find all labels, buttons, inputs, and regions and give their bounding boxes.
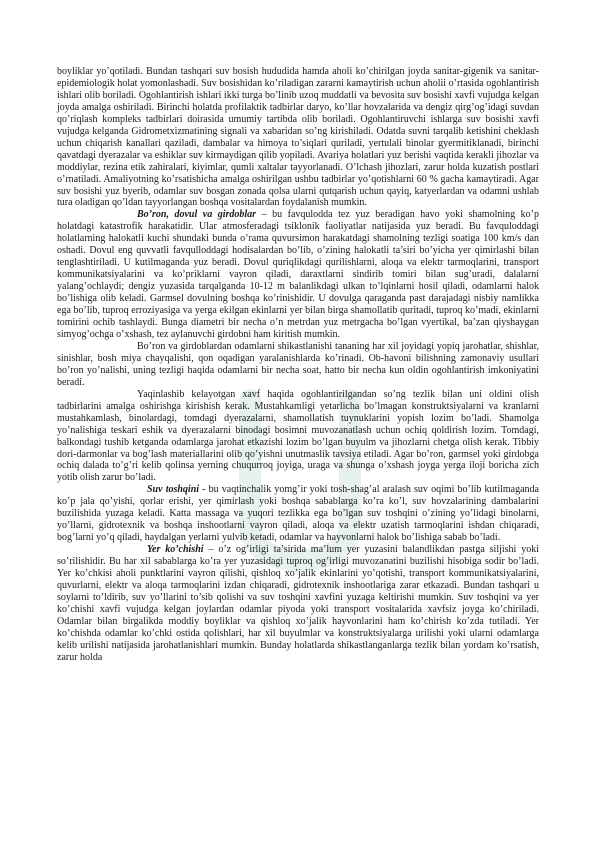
paragraph-landslide-text: – o’z og’irligi ta’sirida ma’lum yer yuzasini balandlikdan pastga siljishi yoki so’rilishidir. Bu har xil sabablarga ko’ra yer yuzasidagi tuproq og’irligi muvozanatini buzilishi hisobiga sodir bo’ladi. Yer ko’chkisi aholi punktlarini vayron qilishi, qishloq xo’jalik ekinlarini yo’qotishi, transport kommunikatsiyalarini, quvurlarni, elektr va aloqa tarmoqlarini izdan chiqaradi, gidrotexnik inshootlariga zarar etkazadi. Bundan tashqari u soylarni to’ldirib, suv yo’llarini to’sib qolishi va suv toshqini xavfini yuzaga keltirishi mumkin. Suv toshqini va yer ko’chishi xavfi vujudga kelgan joylardan odamlar piyoda yoki transport vositalarida xavfsiz joyga ko’chiriladi. Odamlar bilan birgalikda moddiy boyliklar va qishloq xo’jalik hayvonlarini ham ko’chirish ko’zda tutiladi. Yer ko’chishda odamlar ko’chki ostida qolishlari, har xil buyulmlar va konstruktsiyalarga urilishi yoki ularni odamlarga kelib urilishi natijasida jarohatlanishlari mumkin. Bunday holatlarda shikastlanganlarga tezlik bilan yordam ko’rsatish, zarur holda: [57, 544, 540, 663]
paragraph-mudflow-text: - bu vaqtinchalik yomg’ir yoki tosh-shag’al aralash suv oqimi bo’lib kutilmaganda ko’p jala qo’yishi, qorlar erishi, yer qimirlash yoki boshqa sabablarga ko’ra ko’l, suv hovzalarining dambalarini buzilishida yuzaga keladi. Katta massaga va yuqori tezlikka ega bo’lgan suv toshqini o’zining yo’lidagi binolarni, yo’llarni, gidrotexnik va boshqa inshootlarni vayron qiladi, aloqa va elektr uzatish tarmoqlarini ishdan chiqaradi, bog’larni yo’q qiladi, haydalgan yerlarni yulvib ketadi, odamlar va hayvonlarni halok bo’lishiga sabab bo’ladi.: [57, 484, 539, 544]
paragraph-mudflow: [57, 484, 539, 544]
paragraph-flood-intro: boyliklar yo’qotiladi. Bundan tashqari suv bosish hududida hamda aholi ko’chirilgan joyda sanitar-gigenik va sanitar-epidemiologik holat yomonlashadi. Suv bosishidan ko’riladigan zararni kamaytirish uchun aholii o’rtasida ogohlantirish ishlari olib boriladi. Ogohlantirish ishlari ikki turga bo’linib uzoq muddatli va bevosita suv bosishi xavfi vujudga kelgan joyda amalga oshiriladi. Birinchi holatda profilaktik tadbirlar daryo, ko’llar hovzalarida va dengiz qirg’og’idagi suvdan qo’riqlash kompleks tadbirlari doirasida umumiy tartibda olib boriladi. Ogohlantiruvchi ishlarga suv bosishi xavfi vujudga kelganda Gidrometxizmatining signali va xabaridan so’ng kirishiladi. Odatda suvni tarqalib ketishini cheklash uchun chiqarish kanallari qaziladi, dambalar va himoya to’siqlari quriladi, yertulali binolar gyermitiklanadi, birinchi qavatdagi dyerazalar va eshiklar suv kirmaydigan qilib yopiladi. Avariya holatlari yuz berishi vaqtida kerakli jihozlar va moddiylar, rezina etik zahiralari, kiyimlar, qumli xaltalar tayyorlanadi. O’lchash jihozlari, zarur holda kuzatish postlari o’rnatiladi. Amaliyotning ko’rsatishicha amalga oshirilgan ushbu tadbirlar yo’qotishlarni 60 % gacha kamaytiradi. Agar suv bosishi yuz byerib, odamlar suv bosgan zonada qolsa ularni qutqarish uchun qayiq, katyerlardan va odamni ushlab tura oladigan qo’ldan tayyorlangan boshqa vositalardan foydalanish mumkin.: [57, 66, 539, 209]
document-page: [57, 66, 539, 664]
paragraph-landslide: [57, 544, 539, 664]
paragraph-storm-injuries: Bo’ron va girdoblardan odamlarni shikastlanishi tananing har xil joyidagi yopiq jarohatlar, shishlar, sinishlar, bosh miya chayqalishi, qon oqadigan yaralanishlarda ko’rinadi. Ob-havoni bilishning zamonaviy usullari bo’ron yo’nalishi, uning tezligi haqida odamlarni bir necha soat, hatto bir necha kun oldin ogohlantirish imkoniyatini beradi.: [57, 340, 539, 388]
term-storms: Bo’ron, dovul va girdoblar: [137, 209, 257, 221]
term-landslide: Yer ko’chishi: [147, 544, 204, 556]
paragraph-storms: [57, 209, 539, 340]
term-mudflow: Suv toshqini: [147, 484, 200, 496]
paragraph-storm-prevention: Yaqinlashib kelayotgan xavf haqida ogohlantirilgandan so’ng tezlik bilan uni oldini olish tadbirlarini amalga oshirishga kirishish kerak. Mustahkamligi yetarlicha bo’lmagan konstruktsiyalarni va kranlarni mustahkamlash, binolardagi, tomdagi dyerazalarni, shamollatish tuynuklarini yopish lozim bo’ladi. Shamolga yo’nalishiga teskari eshik va dyerazalarni binodagi bosimni muvozanatlash uchun ochiq qoldirish lozim. Tomdagi, balkondagi tushib ketganda odamlarga jarohat etkazishi lozim bo’lgan buyulm va jihozlarni chetga olish kerak. Tibbiy dori-darmonlar va bog’lash materiallarini olib qo’yishni unutmaslik tavsiya etiladi. Agar bo’ron, garmsel yoki girdobga ochiq dalada to’g’ri kelib qolinsa yerning chuqurroq joyiga, uraga va shunga o’xshash joyga yerga iloji boricha zich yotib olish zarur bo’ladi.: [57, 388, 539, 484]
paragraph-storms-text: – bu favqulodda tez yuz beradigan havo yoki shamolning ko’p holatdagi katastrofik harakatidir. Ular atmosferadagi tsiklonik faoliyatlar natijasida yuz beradi. Bu favquloddagi holatlarning halokatli kuchi shundaki bunda o’rama quvursimon harakatdagi shamolning tezligi soatiga 100 km/s dan oshadi. Dovul eng quvvatli favqulloddagi hodisalardan bo’lib, o’zining halokatli ta’siri bo’yicha yer qimirlashi bilan tenglashtiriladi. U kutilmaganda yuz beradi. Dovul quriqlikdagi qurilishlarni, aloqa va elektr tarmoqlarini, transport kommunikatsiyalarini va ko’priklarni vayron qiladi, daraxtlarni sindirib tomiri bilan sug’uradi, dalalarni yalang’ochlaydi; dengiz yuzasida tarqalganda 10-12 m balanlikdagi ulkan to’lqinlarni hosil qiladi, odamlarni halok bo’lishiga olib keladi. Garmsel dovulning boshqa ko’rinishidir. U dovulga qaraganda past darajadagi nisbiy namlikka ega bo’lib, tuproq erroziyasiga va yerga ekilgan ekinlarni yer bilan birga shamollatib quritadi, tuproq ko’madi, ekinlarni tomirini ochib tashlaydi. Bunga diametri bir necha o’n metrdan yuz metrgacha bo’lgan vyertikal, ba’zan qiyshaygan simyog’ochga o’xshash, tez aylanuvchi girdobni ham kiritish mumkin.: [57, 209, 539, 340]
